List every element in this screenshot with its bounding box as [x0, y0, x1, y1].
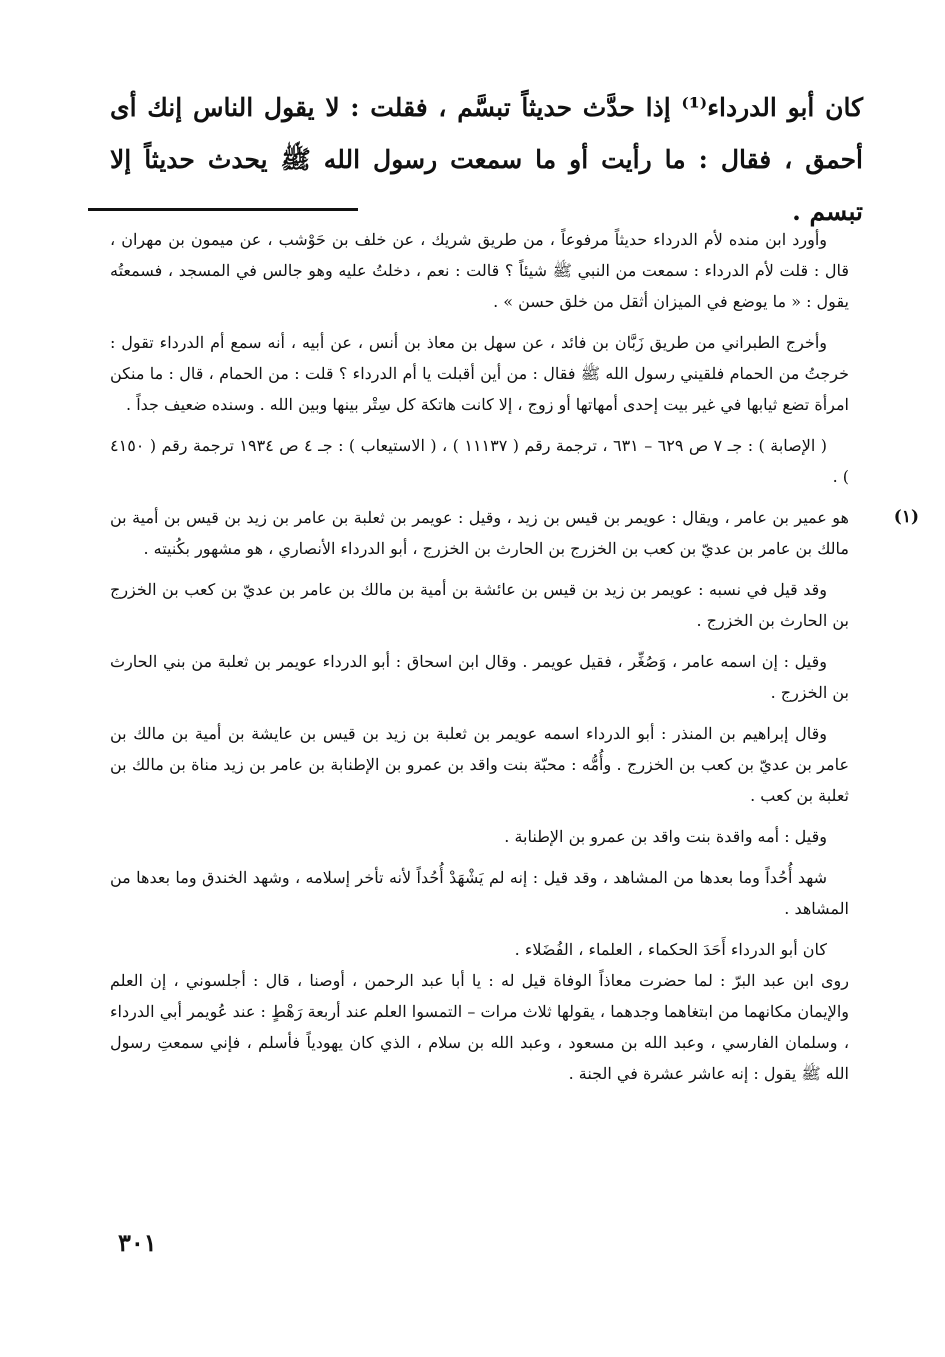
footnote-paragraph: روى ابن عبد البرّ : لما حضرت معاذاً الوفاة قيل له : يا أبا عبد الرحمن ، أوصنا ، قال : أجلسوني ، إن العلم والإيمان مكانهما من ابتغاهما وجدهما ، يقولها ثلاث مرات – التمسوا العلم عند أربعة رَهْطٍ : عند عُويمر أبي الدرداء ، وسلمان الفارسي ، وعبد الله بن مسعود ، وعبد الله بن سلام ، الذي كان يهودياً فأسلم ، فإني سمعتِ رسول الله ﷺ يقول : إنه عاشر عشرة في الجنة . [110, 971, 849, 1083]
footnote-marker: (١) [893, 507, 919, 527]
footnote-1 [110, 502, 919, 1089]
footnote-citation: ( الإصابة ) : جـ ٧ ص ٦٢٩ – ٦٣١ ، ترجمة رقم ( ١١١٣٧ ) ، ( الاستيعاب ) : جـ ٤ ص ١٩٣٤ ترجمة رقم ( ٤١٥٠ ) . [110, 436, 849, 486]
footnote-paragraph: وقد قيل في نسبه : عويمر بن زيد بن قيس بن عائشة بن أمية بن مالك بن عامر بن عديّ بن كعب بن الخزرج بن الحارث بن الخزرج . [110, 580, 849, 630]
footnote-paragraph: كان أبو الدرداء أَحَدَ الحكماء ، العلماء ، الفُضَلاء . [514, 940, 827, 959]
footnote-paragraph: وقيل : إن اسمه عامر ، وَصُغِّر ، فقيل عويمر . وقال ابن اسحاق : أبو الدرداء عويمر بن ثعلبة من بني الحارث بن الخزرج . [110, 652, 849, 702]
main-paragraph: كان أبو الدرداء⁽¹⁾ إذا حدَّث حديثاً تبسَّم ، فقلت : لا يقول الناس إنك أى أحمق ، فقال : ما رأيت أو ما سمعت رسول الله ﷺ يحدث حديثاً إلا تبسم . [110, 93, 863, 226]
footnote-divider [88, 208, 358, 211]
footnotes-section [110, 224, 919, 1089]
footnote-paragraph: شهد أُحُداً وما بعدها من المشاهد ، وقد قيل : إنه لم يَشْهَدْ أُحُداً لأنه تأخر إسلامه ، وشهد الخندق وما بعدها من المشاهد . [110, 868, 849, 918]
footnote-paragraph: وقال إبراهيم بن المنذر : أبو الدرداء اسمه عويمر بن ثعلبة بن زيد بن قيس بن عايشة بن أمية بن مالك بن عامر بن عديّ بن كعب بن الخزرج . وأُمُّه : محبّة بنت واقد بن عمرو بن الإطنابة بن عامر بن زيد مناة بن مالك بن ثعلبة بن كعب . [110, 724, 849, 805]
footnote-paragraph: وقيل : أمه واقدة بنت واقد بن عمرو بن الإطنابة . [504, 827, 827, 846]
page-number: ٣٠١ [118, 1228, 157, 1257]
footnote-paragraph: وأورد ابن منده لأم الدرداء حديثاً مرفوعاً ، من طريق شريك ، عن خلف بن حَوْشب ، عن ميمون بن مهران ، قال : قلت لأم الدرداء : سمعت من النبي ﷺ شيئاً ؟ قالت : نعم ، دخلتُ عليه وهو جالس في المسجد ، فسمعتُه يقول : « ما يوضع في الميزان أثقل من خلق حسن » . [110, 230, 849, 311]
footnote-paragraph: وأخرج الطبراني من طريق زَبَّان بن فائد ، عن سهل بن معاذ بن أنس ، عن أبيه ، أنه سمع أم الدرداء تقول : خرجتُ من الحمام فلقيني رسول الله ﷺ فقال : من أين أقبلت يا أم الدرداء ؟ قلت : من الحمام ، قال : ما منكن امرأة تضع ثيابها في غير بيت إحدى أمهاتها أو زوج ، إلا كانت هاتكة كل سِتْر بينها وبين الله . وسنده ضعيف جداً . [110, 333, 849, 414]
footnote-paragraph: هو عمير بن عامر ، ويقال : عويمر بن قيس بن زيد ، وقيل : عويمر بن ثعلبة بن عامر بن زيد بن قيس بن أمية بن مالك بن عامر بن عديّ بن كعب بن الخزرج بن الحارث بن الخزرج ، أبو الدرداء الأنصاري ، هو مشهور بكُنيته . [110, 508, 849, 558]
